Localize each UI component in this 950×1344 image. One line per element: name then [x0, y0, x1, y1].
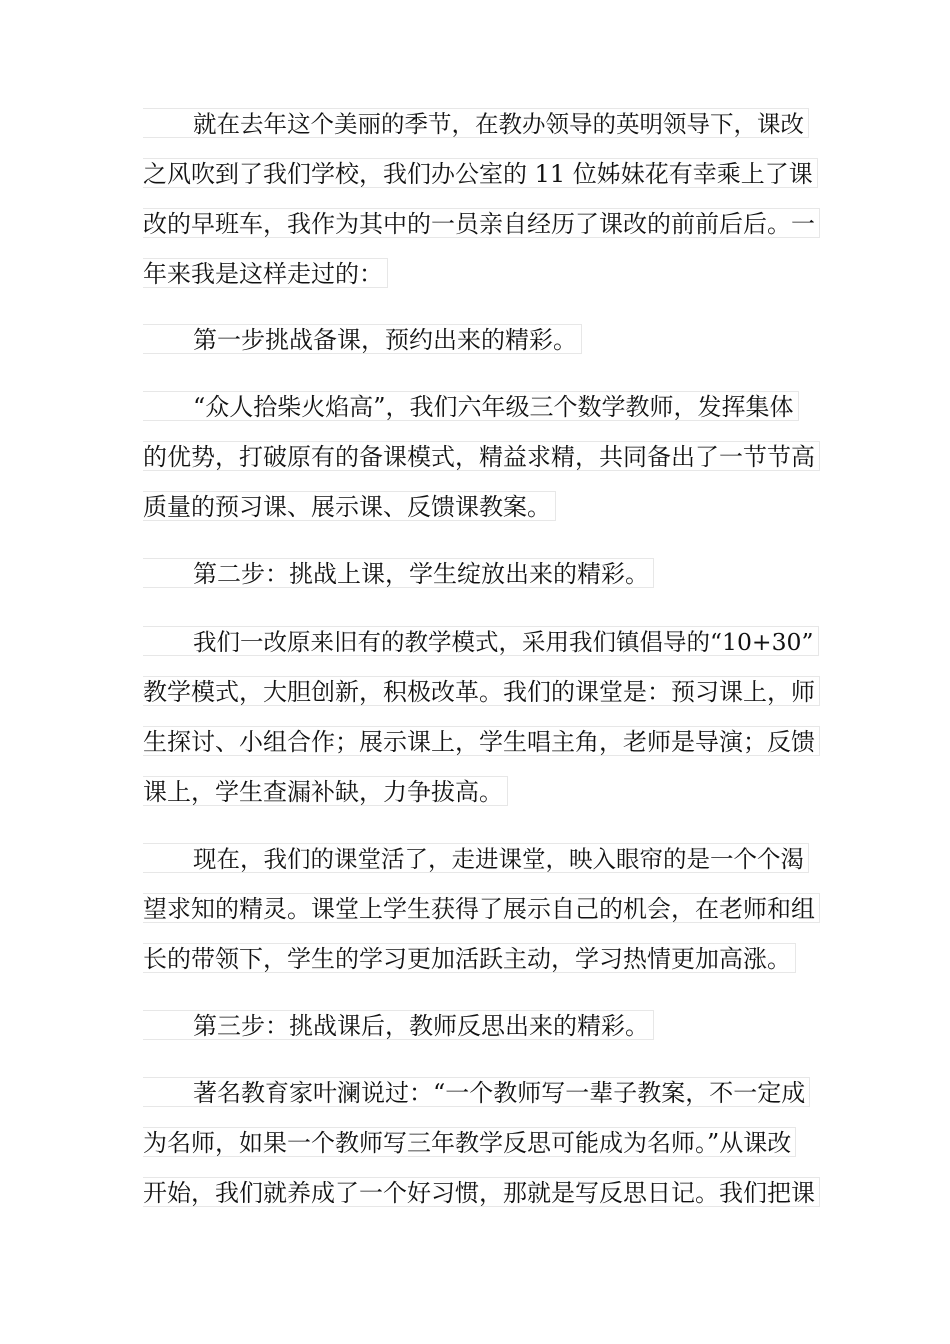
heading-line: 第一步挑战备课，预约出来的精彩。	[143, 324, 582, 354]
text-line: 改的早班车，我作为其中的一员亲自经历了课改的前前后后。一	[143, 208, 820, 238]
text-line: 长的带领下，学生的学习更加活跃主动，学习热情更加高涨。	[143, 943, 796, 973]
text-line: 质量的预习课、展示课、反馈课教案。	[143, 491, 556, 521]
text-line: 我们一改原来旧有的教学模式，采用我们镇倡导的“10+30”	[143, 626, 819, 656]
text-line: 现在，我们的课堂活了，走进课堂，映入眼帘的是一个个渴	[143, 843, 809, 873]
text-line: 望求知的精灵。课堂上学生获得了展示自己的机会，在老师和组	[143, 893, 820, 923]
text-line: 生探讨、小组合作；展示课上，学生唱主角，老师是导演；反馈	[143, 726, 820, 756]
text-line: “众人拾柴火焰高”，我们六年级三个数学教师，发挥集体	[143, 391, 799, 421]
text-line: 之风吹到了我们学校，我们办公室的 11 位姊妹花有幸乘上了课	[143, 158, 818, 188]
text-line: 著名教育家叶澜说过：“一个教师写一辈子教案，不一定成	[143, 1077, 810, 1107]
text-line: 开始，我们就养成了一个好习惯，那就是写反思日记。我们把课	[143, 1177, 820, 1207]
text-line: 的优势，打破原有的备课模式，精益求精，共同备出了一节节高	[143, 441, 820, 471]
text-line: 为名师，如果一个教师写三年教学反思可能成为名师。”从课改	[143, 1127, 796, 1157]
text-line: 就在去年这个美丽的季节，在教办领导的英明领导下，课改	[143, 108, 809, 138]
heading-line: 第二步：挑战上课，学生绽放出来的精彩。	[143, 558, 654, 588]
text-line: 教学模式，大胆创新，积极改革。我们的课堂是：预习课上，师	[143, 676, 820, 706]
heading-line: 第三步：挑战课后，教师反思出来的精彩。	[143, 1010, 654, 1040]
text-line: 年来我是这样走过的：	[143, 258, 388, 288]
text-line: 课上，学生查漏补缺，力争拔高。	[143, 776, 508, 806]
